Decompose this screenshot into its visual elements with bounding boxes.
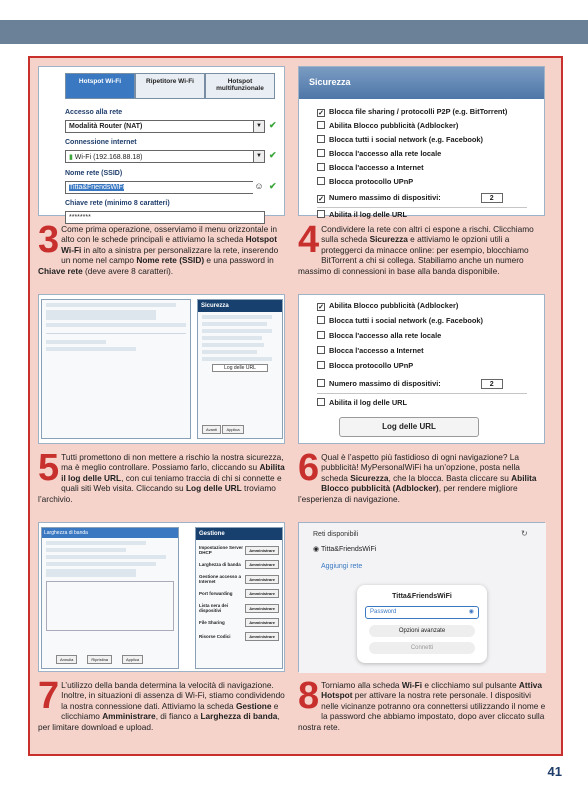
row-label: Impostazione Server DHCP bbox=[199, 545, 244, 555]
caption-run: , per rendere migliore l’esperienza di navigazione. bbox=[298, 483, 518, 504]
option-label: Blocca tutti i social network (e.g. Facebook) bbox=[329, 316, 484, 325]
access-value: Modalità Router (NAT) bbox=[69, 123, 143, 130]
caption-run: Amministrare bbox=[102, 711, 156, 722]
caption-run: Chiave rete bbox=[38, 265, 83, 276]
checkbox[interactable]: ✓ bbox=[318, 110, 324, 117]
caption-run: , di fianco a bbox=[155, 711, 201, 722]
phone-screen bbox=[299, 523, 546, 673]
management-panel bbox=[195, 527, 283, 669]
checkbox[interactable]: ✓ bbox=[318, 196, 324, 203]
caption-run: Sicurezza bbox=[350, 472, 389, 483]
administer-button[interactable]: Amministrare bbox=[245, 575, 279, 584]
caption-run: Abilita Blocco pubblicità (Adblocker) bbox=[321, 472, 537, 494]
caption-run: L’utilizzo della banda determina la velocità di navigazione. Inoltre, in situazioni di assenza di Wi-Fi, stiamo condividendo la nostra connessione dati. Attiviamo la scheda bbox=[61, 680, 285, 711]
tab-hotspot-wifi[interactable]: Hotspot Wi-Fi bbox=[65, 73, 135, 99]
caption-run: e una password in bbox=[204, 255, 274, 266]
option-label: Blocca l'accesso a Internet bbox=[329, 163, 424, 172]
step-6-caption bbox=[298, 447, 548, 504]
divider bbox=[317, 207, 527, 208]
checkbox[interactable] bbox=[317, 346, 325, 354]
password-dialog bbox=[357, 585, 487, 663]
dialog-title: Titta&FriendsWiFi bbox=[392, 593, 452, 600]
tab-hotspot-multifunzionale[interactable]: Hotspot multifunzionale bbox=[205, 73, 275, 99]
max-devices-row bbox=[317, 379, 503, 389]
row-label: Lista nera dei dispositivi bbox=[199, 603, 229, 613]
max-devices-row bbox=[317, 193, 503, 203]
url-log-label: Abilita il log delle URL bbox=[329, 398, 408, 407]
step-4-screenshot bbox=[298, 66, 545, 219]
administer-button[interactable]: Amministrare bbox=[245, 546, 279, 555]
wifi-icon: ◉ bbox=[313, 546, 321, 553]
security-option[interactable] bbox=[317, 107, 507, 117]
log-urls-button[interactable]: Log delle URL bbox=[339, 417, 479, 437]
step-number: 3 bbox=[38, 219, 60, 261]
step-6-screenshot bbox=[298, 294, 545, 444]
next-button[interactable]: Avanti bbox=[202, 425, 221, 434]
caption-run: Wi-Fi bbox=[401, 680, 423, 690]
chevron-down-icon[interactable]: ▼ bbox=[253, 150, 265, 163]
checkbox[interactable] bbox=[317, 398, 325, 406]
eye-icon[interactable]: ◉ bbox=[468, 609, 474, 615]
log-urls-button[interactable]: Log delle URL bbox=[212, 364, 268, 372]
option-label: Abilita Blocco pubblicità (Adblocker) bbox=[329, 121, 459, 130]
step-4-caption bbox=[298, 219, 548, 276]
url-log-row bbox=[317, 210, 407, 219]
key-label: Chiave rete (minimo 8 caratteri) bbox=[65, 200, 170, 207]
option-label: Blocca file sharing / protocolli P2P (e.g. BitTorrent) bbox=[329, 107, 508, 116]
advanced-options-button[interactable]: Opzioni avanzate bbox=[369, 625, 475, 637]
ssid-input[interactable] bbox=[65, 181, 265, 194]
step-number: 8 bbox=[298, 675, 320, 717]
available-networks: Reti disponibili bbox=[313, 531, 359, 538]
caption-run: Torniamo alla scheda bbox=[321, 680, 402, 690]
step-4 bbox=[294, 62, 549, 287]
checkbox[interactable] bbox=[317, 379, 325, 387]
caption-run: Qual è l’aspetto più fastidioso di ogni navigazione? La pubblicità! MyPersonalWiFi ha un’opzione, posta nella scheda bbox=[321, 452, 520, 483]
step-7-screenshot bbox=[38, 522, 285, 672]
key-input[interactable] bbox=[65, 211, 265, 224]
max-devices-stepper[interactable]: 2 bbox=[481, 193, 503, 203]
max-devices-label: Numero massimo di dispositivi: bbox=[329, 379, 441, 388]
option-label: Blocca protocollo UPnP bbox=[329, 177, 414, 186]
caption-run: Come prima operazione, osserviamo il menu orizzontale in alto con le schede principali e attiviamo la scheda bbox=[61, 224, 277, 245]
step-number: 5 bbox=[38, 447, 60, 489]
internet-select[interactable] bbox=[65, 150, 265, 163]
security-option[interactable] bbox=[317, 301, 458, 311]
caption-run: , con cui teniamo traccia di chi si connette e quali siti Web visita. Cliccando su bbox=[61, 472, 282, 494]
step-7-caption bbox=[38, 675, 288, 732]
signal-icon: ▮ bbox=[69, 154, 75, 161]
step-8 bbox=[294, 518, 549, 743]
add-network-link[interactable]: Aggiungi rete bbox=[321, 563, 363, 570]
caption-run: Hotspot Wi-Fi bbox=[61, 234, 277, 255]
administer-button[interactable]: Amministrare bbox=[245, 604, 279, 613]
option-label: Blocca l'accesso alla rete locale bbox=[329, 149, 442, 158]
step-6 bbox=[294, 290, 549, 515]
management-rows bbox=[196, 545, 282, 641]
max-devices-stepper[interactable]: 2 bbox=[481, 379, 503, 389]
caption-run: Condividere la rete con altri ci espone a rischi. Clicchiamo sulla scheda bbox=[321, 224, 534, 245]
network-name: Titta&FriendsWiFi bbox=[320, 546, 377, 553]
checkmark-icon: ✔ bbox=[269, 120, 277, 130]
security-option[interactable] bbox=[317, 135, 483, 144]
administer-button[interactable]: Amministrare bbox=[245, 618, 279, 627]
caption-run: Sicurezza bbox=[369, 234, 408, 245]
checkbox[interactable] bbox=[317, 135, 325, 143]
steps-frame bbox=[28, 56, 563, 756]
hotspot-tabs bbox=[65, 73, 275, 99]
step-5-caption bbox=[38, 447, 288, 504]
max-devices-label: Numero massimo di dispositivi: bbox=[329, 193, 441, 202]
administer-button[interactable]: Amministrare bbox=[245, 560, 279, 569]
key-value: ******** bbox=[69, 214, 91, 221]
management-row bbox=[199, 545, 279, 555]
chevron-down-icon[interactable]: ▼ bbox=[253, 120, 265, 133]
checkbox[interactable] bbox=[317, 121, 325, 129]
step-8-caption bbox=[298, 675, 548, 732]
step-5 bbox=[34, 290, 289, 515]
checkbox[interactable] bbox=[317, 163, 325, 171]
emoji-icon[interactable]: ☺ bbox=[253, 181, 265, 194]
step-7 bbox=[34, 518, 289, 743]
checkbox[interactable] bbox=[317, 210, 325, 218]
internet-value: Wi-Fi (192.168.88.18) bbox=[74, 154, 143, 161]
security-option[interactable] bbox=[317, 163, 424, 172]
row-label: Port forwarding bbox=[199, 591, 233, 596]
option-label: Blocca l'accesso a Internet bbox=[329, 346, 424, 355]
caption-run: Larghezza di banda bbox=[200, 711, 278, 722]
row-label: Risorse Codici bbox=[199, 634, 231, 639]
caption-run: in alto a sinistra per personalizzare la rete, inserendo un nome nel campo bbox=[61, 244, 279, 266]
checkbox[interactable] bbox=[317, 331, 325, 339]
caption-run: Log delle URL bbox=[185, 483, 242, 494]
caption-run: e attiviamo le opzioni utili a proteggerci da minacce online: per esempio, blocchiamo BitTorrent a chi si collega. Stabiliamo anche un numero massimo di connessioni in base alla banda disponibile. bbox=[298, 234, 529, 276]
step-3-screenshot bbox=[38, 66, 285, 221]
row-label: Gestione accesso a Internet bbox=[199, 574, 242, 584]
caption-run: e clicchiamo sul pulsante bbox=[422, 680, 519, 690]
management-row bbox=[199, 589, 279, 598]
option-label: Abilita Blocco pubblicità (Adblocker) bbox=[329, 301, 459, 310]
cancel-button[interactable]: Annulla bbox=[56, 655, 77, 664]
page-number: 41 bbox=[547, 764, 562, 779]
caption-run: Abilita il log delle URL bbox=[61, 462, 285, 483]
tab-ripetitore-wifi[interactable]: Ripetitore Wi-Fi bbox=[135, 73, 205, 99]
security-option[interactable] bbox=[317, 177, 413, 186]
row-label: Larghezza di banda bbox=[199, 562, 241, 567]
option-label: Blocca tutti i social network (e.g. Facebook) bbox=[329, 135, 484, 144]
caption-run: Gestione bbox=[235, 700, 272, 711]
management-row bbox=[199, 603, 279, 613]
caption-run: , che la blocca. Basta cliccare su bbox=[388, 472, 512, 483]
step-number: 6 bbox=[298, 447, 320, 489]
access-select[interactable] bbox=[65, 120, 265, 133]
panel-title: Sicurezza bbox=[198, 300, 282, 312]
security-header: Sicurezza bbox=[299, 67, 544, 99]
administer-button[interactable]: Amministrare bbox=[245, 589, 279, 598]
step-number: 4 bbox=[298, 219, 320, 261]
security-option[interactable] bbox=[317, 346, 424, 355]
administer-button[interactable]: Amministrare bbox=[245, 632, 279, 641]
step-number: 7 bbox=[38, 675, 60, 717]
divider bbox=[317, 393, 527, 394]
checkmark-icon: ✔ bbox=[269, 150, 277, 160]
reset-button[interactable]: Ripristina bbox=[87, 655, 112, 664]
checkbox[interactable]: ✓ bbox=[318, 304, 324, 311]
password-placeholder: Password bbox=[370, 609, 397, 615]
caption-run: Attiva Hotspot bbox=[321, 680, 542, 701]
caption-run: troviamo l’archivio. bbox=[38, 483, 276, 504]
checkbox[interactable] bbox=[317, 149, 325, 157]
header-bar bbox=[0, 20, 588, 44]
checkbox[interactable] bbox=[317, 316, 325, 324]
security-option[interactable] bbox=[317, 121, 458, 130]
step-3 bbox=[34, 62, 289, 287]
step-5-screenshot bbox=[38, 294, 285, 444]
caption-run: (deve avere 8 caratteri). bbox=[82, 265, 174, 276]
checkbox[interactable] bbox=[317, 177, 325, 185]
caption-run: e clicchiamo bbox=[61, 700, 279, 722]
url-log-row bbox=[317, 398, 407, 407]
security-option[interactable] bbox=[317, 331, 441, 340]
step-8-screenshot bbox=[298, 522, 545, 672]
access-label: Accesso alla rete bbox=[65, 109, 123, 116]
internet-label: Connessione internet bbox=[65, 139, 137, 146]
ssid-label: Nome rete (SSID) bbox=[65, 170, 123, 177]
url-log-label: Abilita il log delle URL bbox=[329, 210, 408, 219]
explorer-window bbox=[41, 299, 191, 439]
caption-run: per attivare la nostra rete personale. I dispositivi nelle vicinanze potranno ora connettersi utilizzando il nome e la password che abbiamo impostato, dopo aver cliccato sulla nostra rete. bbox=[298, 690, 546, 732]
connect-button[interactable]: Connetti bbox=[369, 642, 475, 654]
option-label: Blocca protocollo UPnP bbox=[329, 361, 414, 370]
password-input[interactable] bbox=[365, 606, 479, 619]
refresh-icon[interactable]: ↻ bbox=[521, 529, 528, 538]
bandwidth-dialog bbox=[41, 527, 179, 669]
security-option[interactable] bbox=[317, 316, 483, 325]
security-option[interactable] bbox=[317, 361, 413, 370]
option-label: Blocca l'accesso alla rete locale bbox=[329, 331, 442, 340]
step-3-caption bbox=[38, 219, 288, 276]
row-label: File Sharing bbox=[199, 620, 225, 625]
management-tab[interactable]: Gestione bbox=[196, 528, 282, 540]
network-item[interactable] bbox=[313, 545, 376, 553]
management-row bbox=[199, 574, 279, 584]
ssid-value: Titta&FriendsWiFi bbox=[69, 184, 125, 191]
caption-run: Nome rete (SSID) bbox=[136, 255, 205, 266]
management-row bbox=[199, 618, 279, 627]
checkbox[interactable] bbox=[317, 361, 325, 369]
apply-button[interactable]: Applica bbox=[122, 655, 143, 664]
management-row bbox=[199, 632, 279, 641]
checkmark-icon: ✔ bbox=[269, 181, 277, 191]
management-row bbox=[199, 560, 279, 569]
security-option[interactable] bbox=[317, 149, 441, 158]
security-panel bbox=[197, 299, 283, 439]
caption-run: Tutti promettono di non mettere a rischio la nostra sicurezza, ma è meglio controllare. Possiamo farlo, cliccando su bbox=[61, 452, 284, 473]
dialog-title: Larghezza di banda bbox=[42, 528, 178, 538]
caption-run: , per limitare download e upload. bbox=[38, 711, 280, 732]
apply-button[interactable]: Applica bbox=[222, 425, 243, 434]
